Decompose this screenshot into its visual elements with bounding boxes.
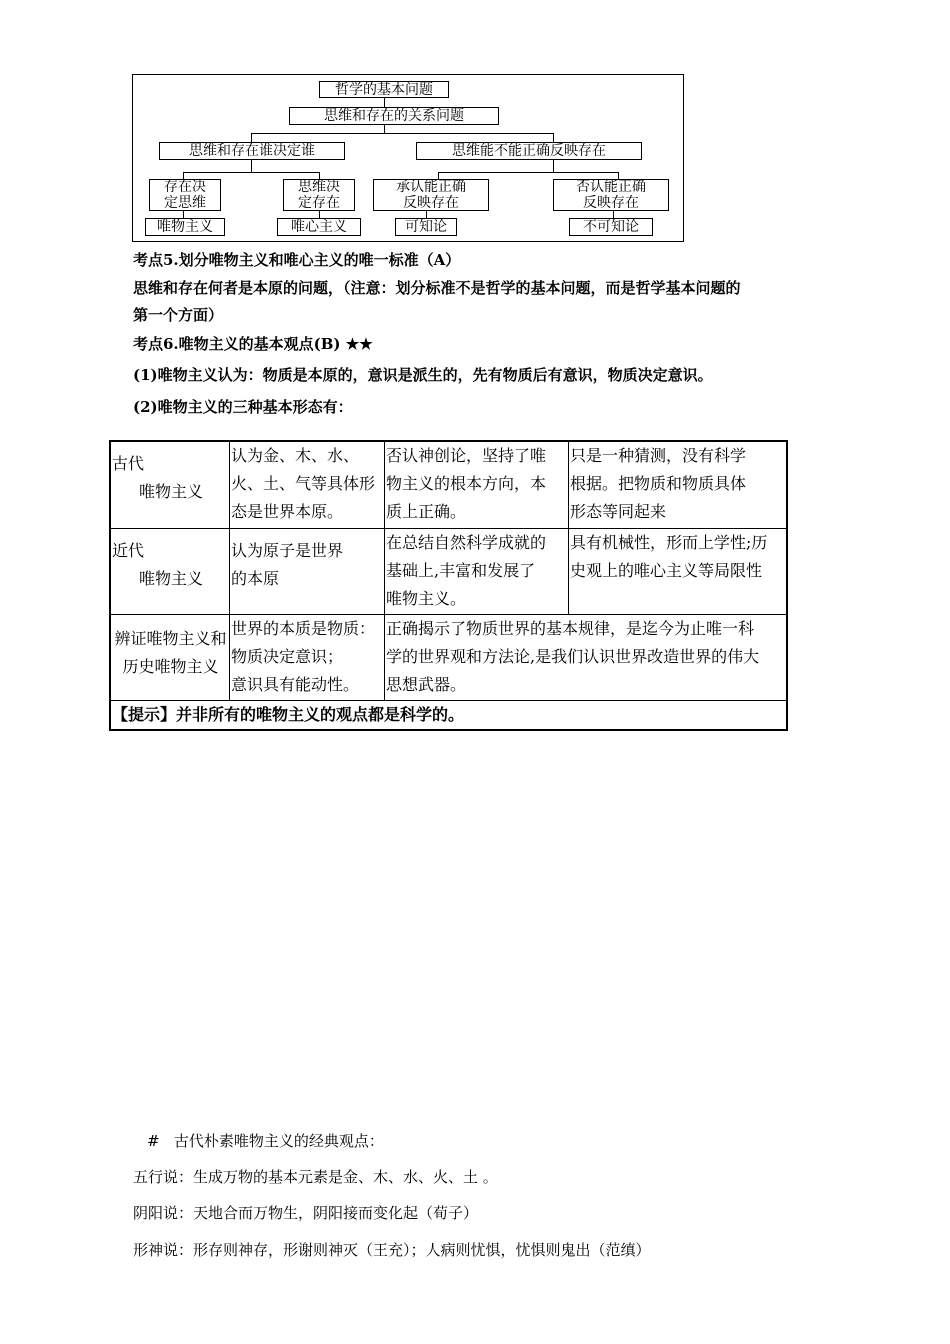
cell-text: 思想武器。: [386, 674, 467, 694]
cannot-reflect-box: 否认能正确 反映存在: [553, 179, 669, 211]
connector: [251, 158, 252, 172]
tip-cell: [110, 700, 787, 730]
root-box: 哲学的基本问题: [319, 81, 449, 98]
can-reflect-box: 承认能正确 反映存在: [373, 179, 489, 211]
point6-item2: (2)唯物主义的三种基本形态有：: [133, 398, 353, 416]
idealism-box: 唯心主义: [277, 218, 361, 236]
table-cell: [230, 614, 385, 700]
classic-views-heading: # 古代朴素唯物主义的经典观点：: [147, 1132, 384, 1150]
table-cell: [385, 441, 569, 528]
tip-text: 【提示】并非所有的唯物主义的观点都是科学的。: [112, 704, 465, 724]
table-cell: [230, 441, 385, 528]
agnosticism-opposite-box: 可知论: [395, 218, 457, 236]
philosophy-basic-question-diagram: [132, 74, 684, 242]
cell-text: 认为原子是世界: [231, 540, 344, 560]
cell-text: 形态等同起来: [570, 502, 667, 521]
cell-text: 物主义的根本方向，本: [386, 474, 547, 493]
yin-yang-theory: 阴阳说：天地合而万物生，阴阳接而变化起（荀子）: [133, 1204, 479, 1222]
materialism-forms-table: [109, 440, 788, 731]
five-elements-theory: 五行说：生成万物的基本元素是金、木、水、火、土 。: [133, 1168, 498, 1186]
table-cell: [569, 528, 788, 614]
cell-text: 在总结自然科学成就的: [386, 532, 547, 552]
cell-text: 否认神创论，坚持了唯: [386, 446, 547, 465]
cell-text: 基础上,丰富和发展了: [386, 560, 536, 580]
cell-text: 态是世界本原。: [231, 502, 344, 521]
heading-point6: 考点6.唯物主义的基本观点(B) ★★: [133, 335, 373, 353]
cell-text: 认为金、木、水、: [231, 446, 360, 465]
table-row: [110, 614, 787, 700]
materialism-box: 唯物主义: [145, 218, 225, 236]
table-cell: [385, 614, 788, 700]
form-name: 唯物主义: [139, 568, 204, 588]
form-name: 近代: [112, 540, 145, 560]
relation-question-box: 思维和存在的关系问题: [289, 107, 499, 125]
point5-text-line1: 思维和存在何者是本原的问题，（注意：划分标准不是哲学的基本问题，而是哲学基本问题的: [133, 279, 741, 297]
table-cell: [110, 441, 230, 528]
cell-text: 学的世界观和方法论,是我们认识世界改造世界的伟大: [386, 646, 760, 666]
existence-decides-thinking-box: 存在决 定思维: [149, 179, 221, 211]
cell-text: 唯物主义。: [386, 588, 467, 608]
cell-text: 世界的本质是物质：: [231, 618, 376, 638]
cell-text: 火、土、气等具体形: [231, 474, 376, 493]
reflection-question-box: 思维能不能正确反映存在: [416, 142, 642, 160]
cell-text: 只是一种猜测，没有科学: [570, 446, 747, 465]
decision-question-box: 思维和存在谁决定谁: [159, 142, 345, 160]
connector: [553, 158, 554, 172]
form-name: 唯物主义: [139, 482, 204, 501]
connector: [251, 133, 553, 134]
cell-text: 根据。把物质和物质具体: [570, 474, 747, 493]
thinking-decides-existence-box: 思维决 定存在: [283, 179, 355, 211]
table-cell: [230, 528, 385, 614]
form-spirit-theory: 形神说：形存则神存，形谢则神灭（王充）；人病则忧惧，忧惧则鬼出（范缜）: [133, 1241, 651, 1259]
form-name: 历史唯物主义: [122, 656, 219, 676]
connector: [438, 172, 618, 173]
table-cell: [110, 614, 230, 700]
table-row: [110, 528, 787, 614]
cell-text: 的本原: [231, 568, 280, 588]
table-row: [110, 441, 787, 528]
point6-item1: (1)唯物主义认为：物质是本原的，意识是派生的，先有物质后有意识，物质决定意识。: [133, 366, 713, 384]
form-name: 古代: [112, 454, 145, 473]
cell-text: 史观上的唯心主义等局限性: [570, 560, 763, 580]
heading-point5: 考点5.划分唯物主义和唯心主义的唯一标准（A）: [133, 251, 461, 269]
cell-text: 正确揭示了物质世界的基本规律，是迄今为止唯一科: [386, 618, 755, 638]
table-cell: [385, 528, 569, 614]
point5-text-line2: 第一个方面）: [133, 306, 224, 324]
cell-text: 具有机械性，形而上学性;历: [570, 532, 768, 552]
agnosticism-box: 不可知论: [569, 218, 653, 236]
cell-text: 意识具有能动性。: [231, 674, 360, 694]
form-name: 辨证唯物主义和: [114, 628, 227, 648]
table-row: [110, 700, 787, 730]
connector: [183, 172, 319, 173]
table-cell: [569, 441, 788, 528]
table-cell: [110, 528, 230, 614]
cell-text: 质上正确。: [386, 502, 467, 521]
cell-text: 物质决定意识；: [231, 646, 344, 666]
